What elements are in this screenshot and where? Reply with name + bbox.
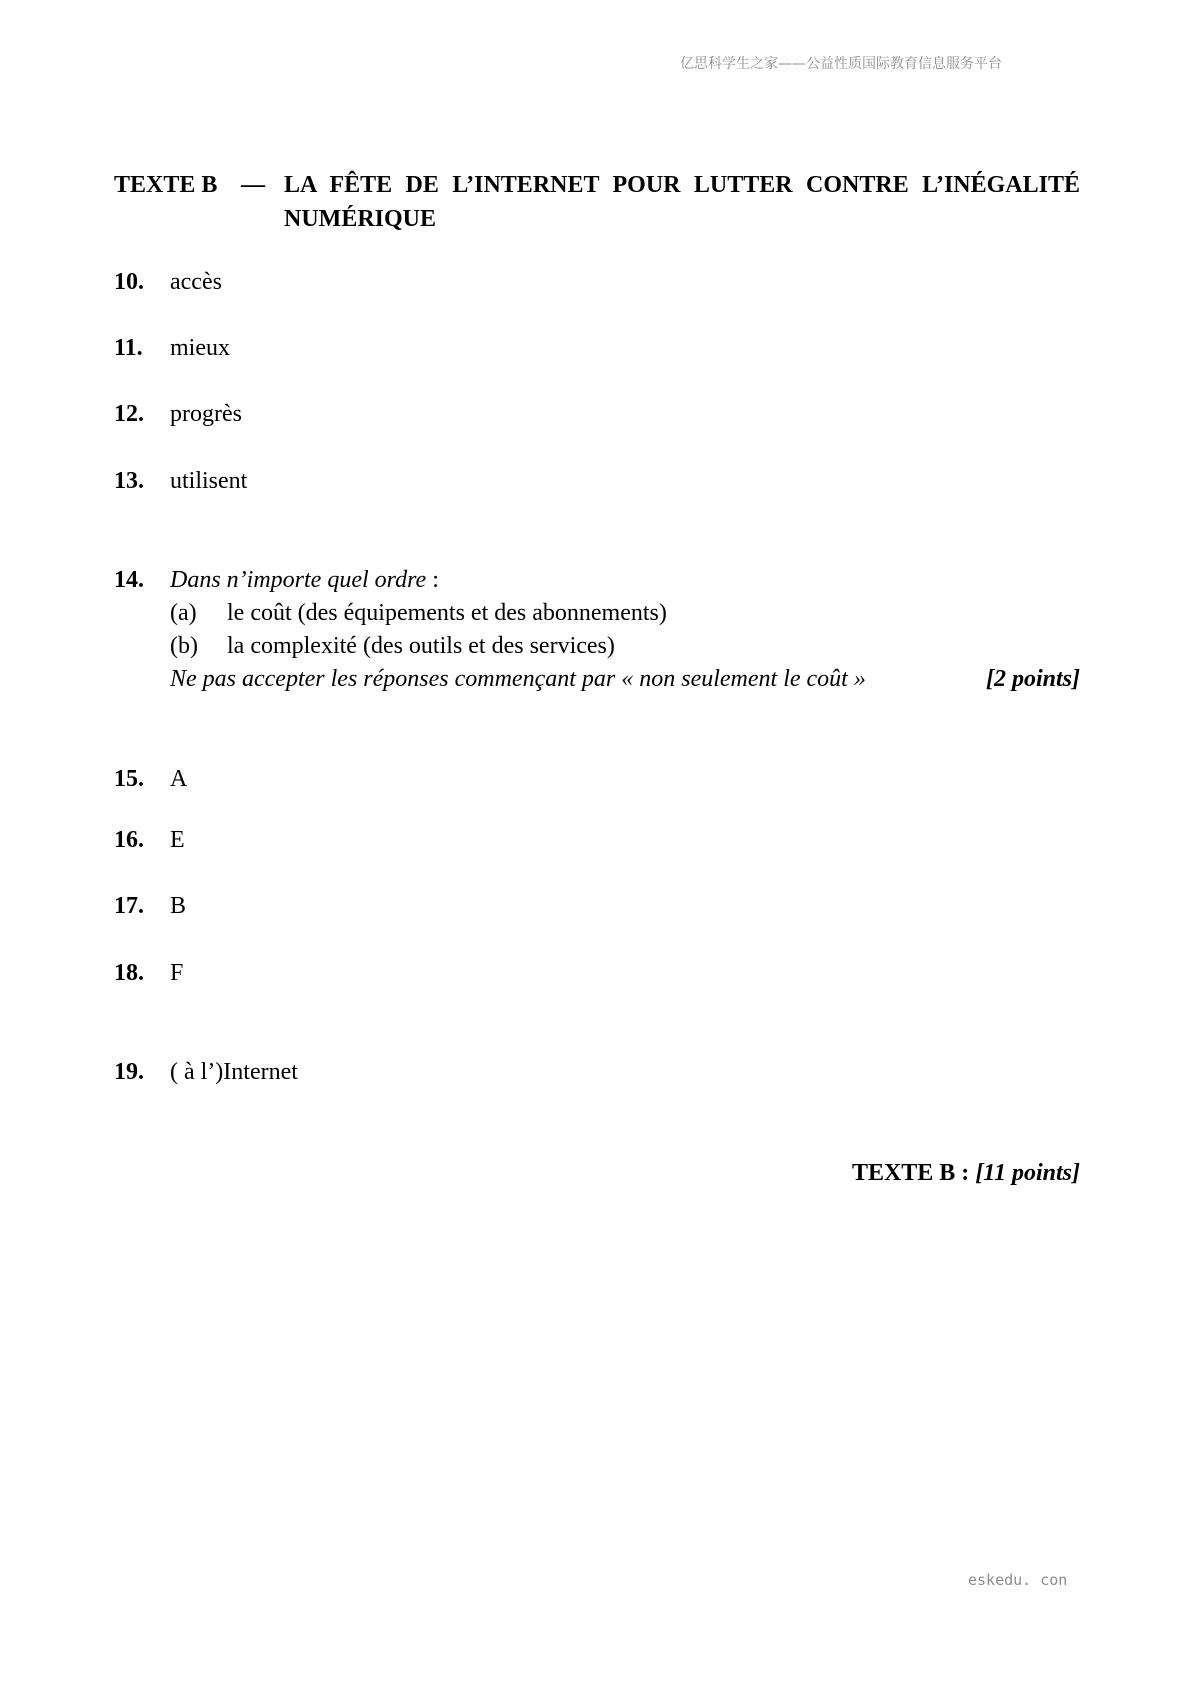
answer-15: A [170, 766, 188, 792]
answer-14-note: Ne pas accepter les réponses commençant par « non seulement le coût » [170, 666, 866, 692]
answer-12: progrès [170, 401, 242, 427]
answer-14-intro [170, 565, 439, 595]
section-dash: — [241, 172, 265, 198]
question-number-10: 10. [114, 269, 144, 295]
answer-17: B [170, 893, 187, 919]
section-total-points: [11 points] [975, 1160, 1080, 1186]
answer-16: E [170, 827, 185, 853]
answer-14-intro-colon: : [426, 567, 439, 593]
question-number-17: 17. [114, 893, 144, 919]
question-number-15: 15. [114, 766, 144, 792]
answer-14-a-marker: (a) [170, 600, 197, 626]
answer-14-b-marker: (b) [170, 633, 198, 659]
answer-14-a-text: le coût (des équipements et des abonnements) [227, 600, 667, 626]
section-title: LA FÊTE DE L’INTERNET POUR LUTTER CONTRE L’INÉGALITÉ NUMÉRIQUE [284, 172, 1080, 232]
section-total [852, 1158, 1080, 1188]
question-number-12: 12. [114, 401, 144, 427]
answer-11: mieux [170, 335, 230, 361]
answer-14-b-text: la complexité (des outils et des services) [227, 633, 615, 659]
answer-10: accès [170, 269, 222, 295]
watermark-header: 亿思科学生之家——公益性质国际教育信息服务平台 [680, 56, 1002, 72]
question-number-18: 18. [114, 960, 144, 986]
answer-14-points: [2 points] [985, 666, 1080, 692]
watermark-footer: eskedu. con [968, 1571, 1068, 1589]
answer-13: utilisent [170, 468, 248, 494]
answer-14-intro-text: Dans n’importe quel ordre [170, 567, 427, 593]
question-number-19: 19. [114, 1059, 144, 1085]
answer-19: ( à l’)Internet [170, 1059, 298, 1085]
question-number-11: 11. [114, 335, 143, 361]
question-number-13: 13. [114, 468, 144, 494]
section-label: TEXTE B [114, 172, 218, 198]
answer-18: F [170, 960, 184, 986]
question-number-16: 16. [114, 827, 144, 853]
section-total-label: TEXTE B : [851, 1160, 970, 1186]
question-number-14: 14. [114, 567, 144, 593]
